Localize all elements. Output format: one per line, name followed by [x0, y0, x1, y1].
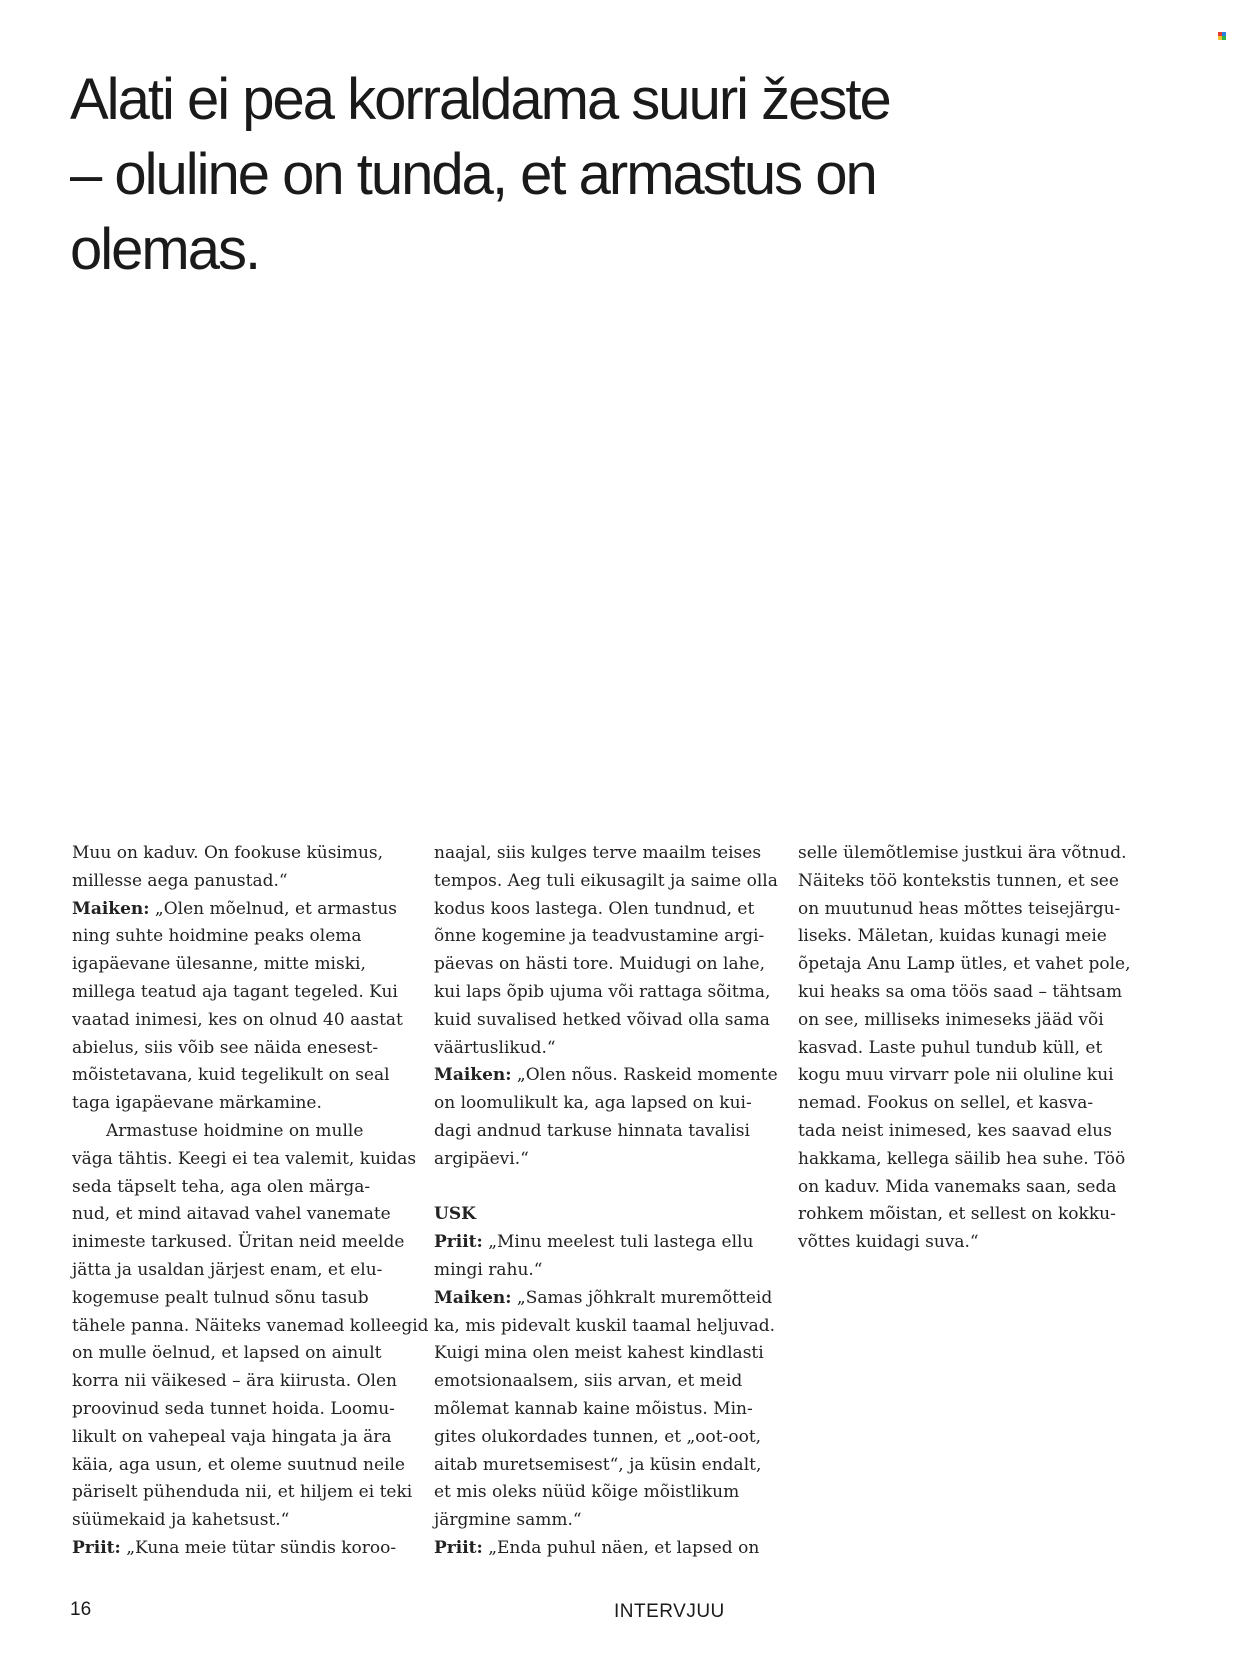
line-text: gites olukordades tunnen, et „oot-oot, — [434, 1426, 762, 1447]
line-text: jätta ja usaldan järjest enam, et elu- — [72, 1259, 383, 1280]
text-line — [798, 1035, 1138, 1063]
line-text: dagi andnud tarkuse hinnata tavalisi — [434, 1120, 750, 1141]
text-line — [434, 1035, 774, 1063]
text-line — [72, 1535, 412, 1563]
line-text: „Minu meelest tuli lastega ellu — [482, 1232, 754, 1253]
text-line — [72, 1229, 412, 1257]
text-line — [798, 923, 1138, 951]
text-line — [434, 1062, 778, 1090]
text-line — [434, 896, 774, 924]
line-text: ka, mis pidevalt kuskil taamal heljuvad. — [434, 1315, 776, 1336]
text-line — [72, 1479, 412, 1507]
line-text: likult on vahepeal vaja hingata ja ära — [72, 1426, 392, 1447]
line-text: „Kuna meie tütar sündis koroo- — [120, 1537, 397, 1558]
line-text: kogemuse pealt tulnud sõnu tasub — [72, 1287, 369, 1308]
line-text: millega teatud aja tagant tegeled. Kui — [72, 981, 398, 1002]
line-text: nemad. Fookus on sellel, et kasva- — [798, 1093, 1094, 1114]
text-line — [72, 1118, 412, 1146]
line-text: on kaduv. Mida vanemaks saan, seda — [798, 1176, 1117, 1197]
line-text: nud, et mind aitavad vahel vanemate — [72, 1204, 391, 1225]
text-line — [72, 896, 412, 924]
text-line — [798, 951, 1138, 979]
text-line — [72, 1396, 412, 1424]
line-text: kui laps õpib ujuma või rattaga sõitma, — [434, 981, 771, 1002]
line-text: rohkem mõistan, et sellest on kokku- — [798, 1204, 1116, 1225]
section-label: INTERVJUU — [614, 1601, 725, 1622]
line-text: on mulle öelnud, et lapsed on ainult — [72, 1343, 382, 1364]
text-line — [434, 1118, 774, 1146]
line-text: on loomulikult ka, aga lapsed on kui- — [434, 1093, 752, 1114]
text-line — [798, 1007, 1138, 1035]
line-text: naajal, siis kulges terve maailm teises — [434, 843, 762, 863]
text-line — [434, 1535, 774, 1563]
line-text: inimeste tarkused. Üritan neid meelde — [72, 1232, 405, 1253]
line-text: süümekaid ja kahetsust.“ — [72, 1510, 290, 1531]
text-line — [72, 868, 412, 896]
line-text: seda täpselt teha, aga olen märga- — [72, 1176, 371, 1197]
text-line — [434, 1090, 774, 1118]
line-text: „Olen mõelnud, et armastus — [149, 898, 398, 919]
body-column-1 — [72, 840, 429, 1563]
line-text: tada neist inimesed, kes saavad elus — [798, 1120, 1112, 1141]
headline-line: olemas. — [70, 217, 260, 282]
line-text: väga tähtis. Keegi ei tea valemit, kuidas — [72, 1148, 417, 1169]
speaker-name: Maiken: — [434, 1287, 512, 1308]
section-heading — [434, 1201, 774, 1229]
text-line — [72, 1062, 412, 1090]
text-line — [434, 1479, 774, 1507]
line-text: igapäevane ülesanne, mitte miski, — [72, 954, 366, 975]
text-line — [72, 1340, 412, 1368]
text-line — [72, 923, 412, 951]
text-line — [798, 896, 1138, 924]
text-line — [798, 1146, 1138, 1174]
line-text: argipäevi.“ — [434, 1148, 529, 1169]
text-line — [72, 979, 412, 1007]
line-text: on muutunud heas mõttes teisejärgu- — [798, 898, 1121, 919]
line-text: kui heaks sa oma töös saad – tähtsam — [798, 981, 1123, 1002]
text-line — [72, 840, 412, 868]
text-line — [72, 1424, 412, 1452]
text-line — [434, 951, 774, 979]
text-line — [434, 1313, 774, 1341]
line-text: proovinud seda tunnet hoida. Loomu- — [72, 1398, 395, 1419]
line-text: vaatad inimesi, kes on olnud 40 aastat — [72, 1009, 403, 1030]
text-line — [434, 1452, 774, 1480]
line-text: kodus koos lastega. Olen tundnud, et — [434, 898, 755, 919]
text-line — [72, 1507, 412, 1535]
page-number: 16 — [70, 1599, 92, 1620]
text-line — [72, 1201, 412, 1229]
text-line — [434, 868, 778, 896]
line-text: õpetaja Anu Lamp ütles, et vahet pole, — [798, 954, 1131, 975]
text-line — [72, 951, 412, 979]
line-text: abielus, siis võib see näida enesest- — [72, 1037, 379, 1058]
line-text: mõlemat kannab kaine mõistus. Min- — [434, 1398, 753, 1419]
print-color-mark — [1218, 32, 1226, 40]
text-line — [72, 1257, 412, 1285]
line-text: taga igapäevane märkamine. — [72, 1093, 322, 1114]
section-heading-text: USK — [434, 1204, 476, 1225]
text-line — [72, 1090, 412, 1118]
text-line — [72, 1368, 412, 1396]
headline-line: Alati ei pea korraldama suuri žeste — [70, 67, 890, 132]
line-text: millesse aega panustad.“ — [72, 870, 288, 891]
line-text: päevas on hästi tore. Muidugi on lahe, — [434, 954, 765, 975]
line-text: mingi rahu.“ — [434, 1259, 543, 1280]
text-line — [434, 979, 774, 1007]
text-line — [434, 1424, 774, 1452]
text-line — [798, 840, 1138, 868]
text-line — [434, 1507, 774, 1535]
line-text: emotsionaalsem, siis arvan, et meid — [434, 1371, 743, 1392]
line-text: „Olen nõus. Raskeid momente — [511, 1065, 778, 1086]
line-text: Muu on kaduv. On fookuse küsimus, — [72, 843, 384, 863]
text-line — [434, 1007, 774, 1035]
line-text: võttes kuidagi suva.“ — [798, 1232, 979, 1253]
text-line — [798, 1062, 1138, 1090]
line-text: järgmine samm.“ — [434, 1510, 582, 1531]
text-line — [72, 1285, 412, 1313]
text-line — [72, 1007, 412, 1035]
line-text: Armastuse hoidmine on mulle — [106, 1120, 364, 1141]
speaker-name: Priit: — [72, 1537, 121, 1558]
text-line — [798, 979, 1138, 1007]
text-line — [72, 1035, 412, 1063]
line-text: mõistetavana, kuid tegelikult on seal — [72, 1065, 390, 1086]
text-line — [434, 1229, 774, 1257]
text-line — [434, 1146, 774, 1174]
text-line — [72, 1313, 429, 1341]
speaker-name: Priit: — [434, 1232, 483, 1253]
text-line — [798, 1201, 1138, 1229]
line-text: tähele panna. Näiteks vanemad kolleegid — [72, 1315, 429, 1336]
text-line — [434, 840, 774, 868]
line-text: „Enda puhul näen, et lapsed on — [482, 1537, 760, 1558]
line-text: kuid suvalised hetked võivad olla sama — [434, 1009, 770, 1030]
text-line — [434, 1340, 774, 1368]
line-text: selle ülemõtlemise justkui ära võtnud. — [798, 843, 1127, 863]
line-text: liseks. Mäletan, kuidas kunagi meie — [798, 926, 1107, 947]
text-line — [434, 923, 774, 951]
text-line — [72, 1146, 417, 1174]
line-text: päriselt pühenduda nii, et hiljem ei teki — [72, 1482, 413, 1503]
text-line — [798, 1090, 1138, 1118]
line-text: hakkama, kellega säilib hea suhe. Töö — [798, 1148, 1126, 1169]
text-line — [434, 1396, 774, 1424]
line-text: kasvad. Laste puhul tundub küll, et — [798, 1037, 1103, 1058]
line-text: tempos. Aeg tuli eikusagilt ja saime olla — [434, 870, 778, 891]
speaker-name: Priit: — [434, 1537, 483, 1558]
speaker-name: Maiken: — [434, 1065, 512, 1086]
headline-quote — [70, 62, 1070, 287]
text-line — [434, 1285, 774, 1313]
line-text: „Samas jõhkralt muremõtteid — [511, 1287, 773, 1308]
text-line — [434, 1257, 774, 1285]
line-text: Näiteks töö kontekstis tunnen, et see — [798, 870, 1119, 891]
text-line — [72, 1452, 412, 1480]
text-line — [798, 1229, 1138, 1257]
line-text: aitab muretsemisest“, ja küsin endalt, — [434, 1454, 762, 1475]
speaker-name: Maiken: — [72, 898, 150, 919]
line-text: Kuigi mina olen meist kahest kindlasti — [434, 1343, 764, 1364]
text-line — [434, 1368, 774, 1396]
text-line — [798, 1118, 1138, 1146]
line-text: õnne kogemine ja teadvustamine argi- — [434, 926, 765, 947]
print-mark-green — [1222, 36, 1226, 40]
text-line — [798, 868, 1138, 896]
line-text: kogu muu virvarr pole nii oluline kui — [798, 1065, 1114, 1086]
line-text: ning suhte hoidmine peaks olema — [72, 926, 362, 947]
line-text: on see, milliseks inimeseks jääd või — [798, 1009, 1104, 1030]
paragraph-gap — [434, 1174, 774, 1202]
line-text: et mis oleks nüüd kõige mõistlikum — [434, 1482, 740, 1503]
line-text: väärtuslikud.“ — [434, 1037, 556, 1058]
body-column-3 — [798, 840, 1138, 1257]
headline-line: – oluline on tunda, et armastus on — [70, 142, 876, 207]
text-line — [72, 1174, 412, 1202]
line-text: korra nii väikesed – ära kiirusta. Olen — [72, 1371, 398, 1392]
line-text: käia, aga usun, et oleme suutnud neile — [72, 1454, 405, 1475]
text-line — [798, 1174, 1138, 1202]
body-column-2 — [434, 840, 778, 1563]
